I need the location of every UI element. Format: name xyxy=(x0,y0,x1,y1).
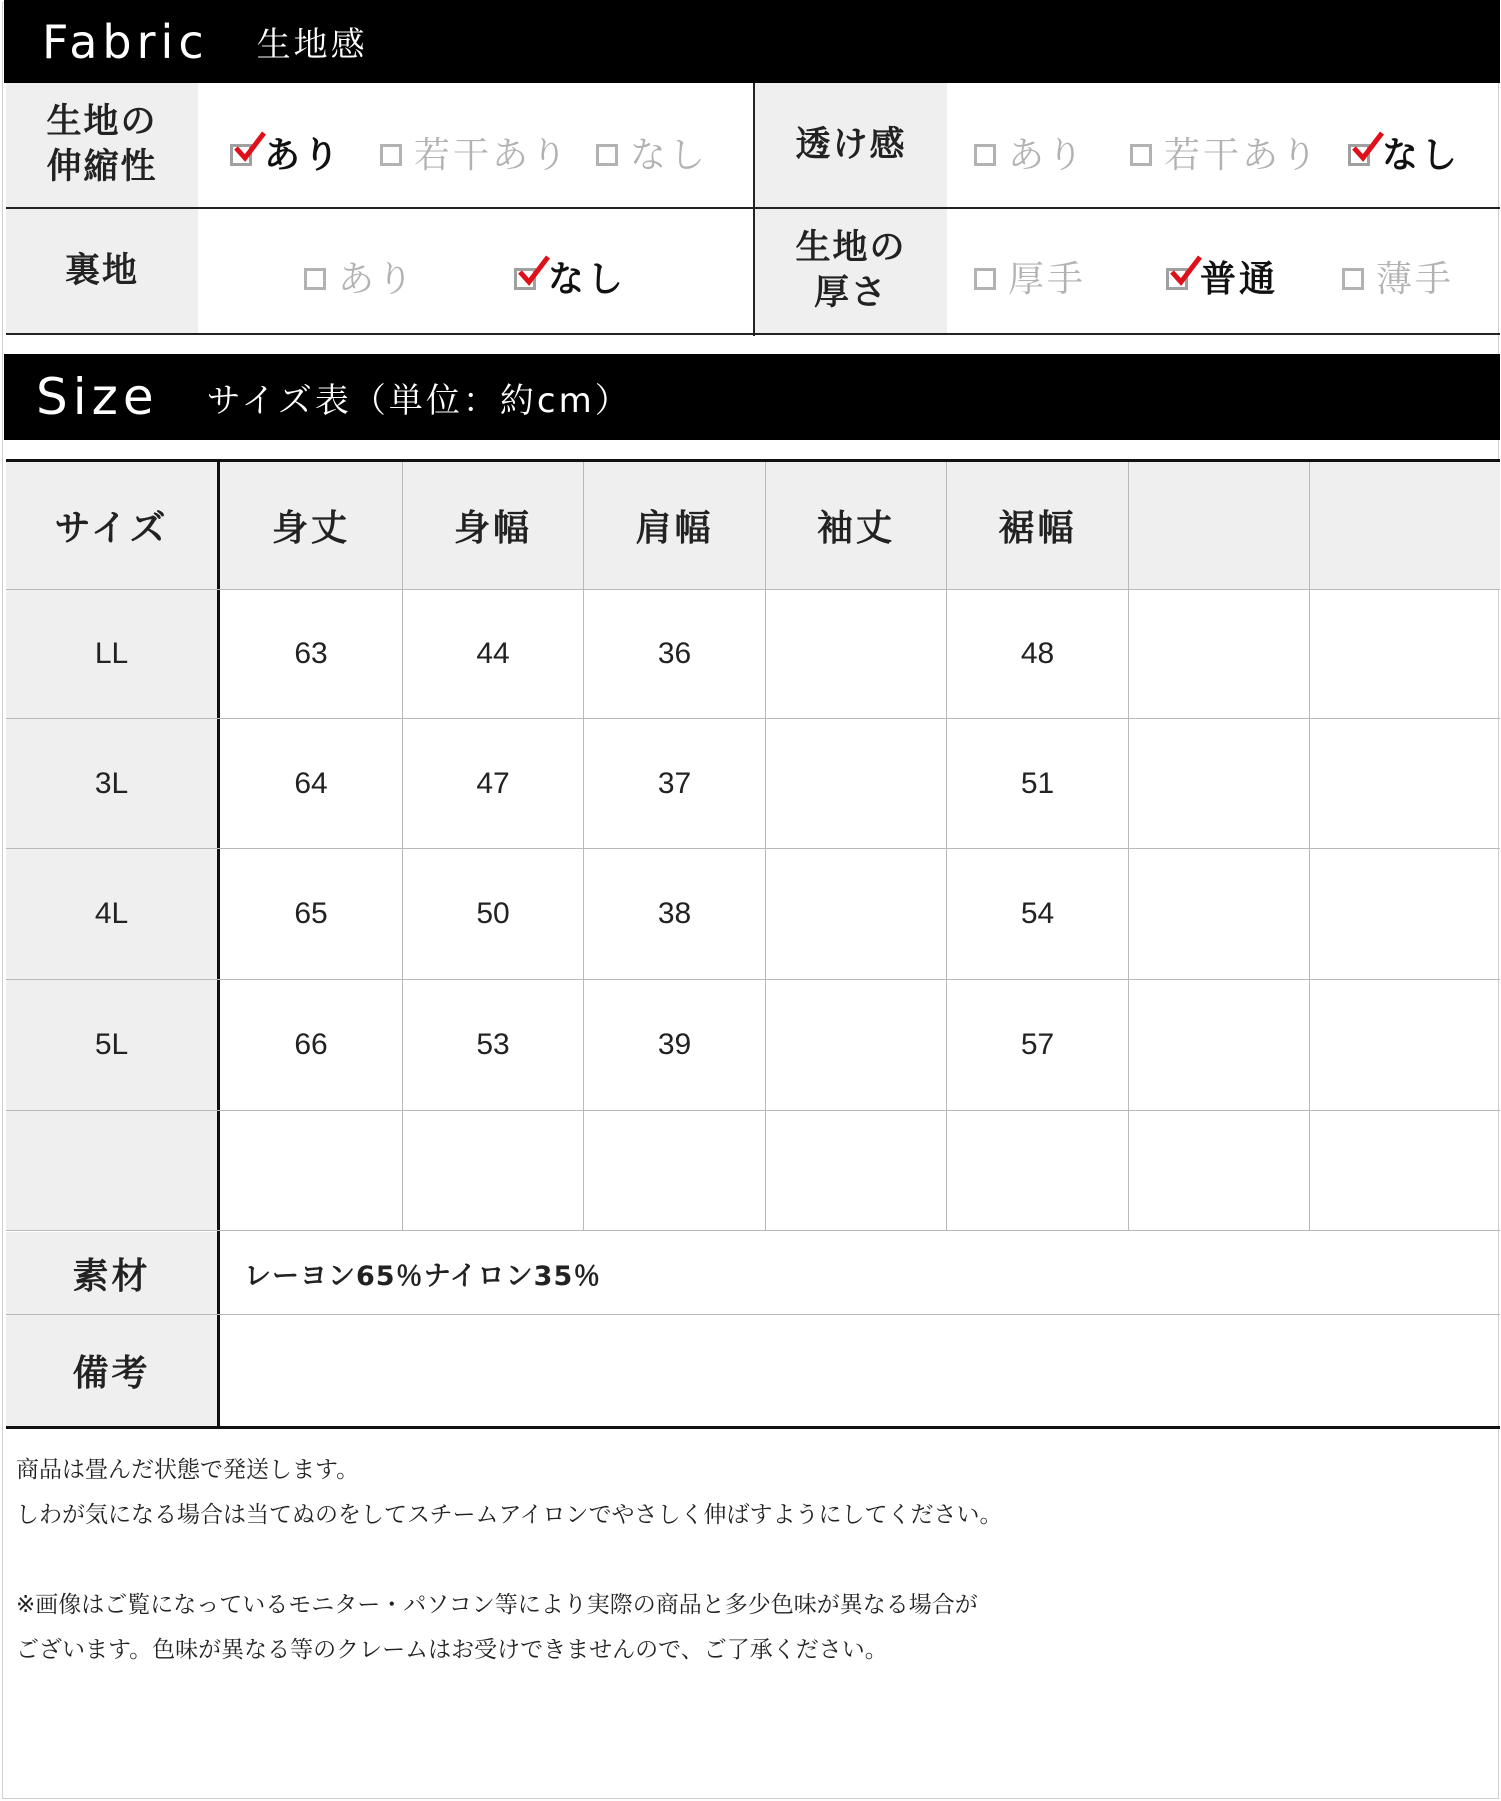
option-label: 若干あり xyxy=(414,135,571,176)
header-width: 身幅 xyxy=(403,462,583,589)
lining-option-yes[interactable] xyxy=(304,251,416,302)
measurement-cell xyxy=(766,849,946,979)
thickness-option-normal[interactable] xyxy=(1166,251,1278,302)
measurement-cell xyxy=(584,1111,765,1230)
measurement-cell xyxy=(766,719,946,848)
row-divider xyxy=(6,1110,1500,1111)
checkbox[interactable] xyxy=(304,268,326,290)
option-label: あり xyxy=(264,135,343,176)
measurement-cell xyxy=(947,1111,1128,1230)
sheer-option-yes[interactable] xyxy=(974,127,1086,178)
checkmark-icon xyxy=(517,255,551,289)
measurement-cell xyxy=(1310,1111,1499,1230)
fabric-title: Fabric xyxy=(42,14,209,69)
measurement-cell xyxy=(1310,980,1499,1110)
option-label: あり xyxy=(1008,135,1087,176)
option-label: なし xyxy=(1382,135,1461,176)
column-divider xyxy=(1309,462,1310,1231)
sheer-option-slight[interactable] xyxy=(1130,127,1320,178)
checkbox[interactable] xyxy=(1166,268,1188,290)
measurement-cell: 50 xyxy=(476,897,510,930)
thickness-label: 生地の 厚さ xyxy=(755,209,947,333)
stretch-option-slight[interactable] xyxy=(380,127,570,178)
size-label-cell: LL xyxy=(6,590,217,718)
column-divider xyxy=(1128,462,1129,1231)
measurement-cell xyxy=(766,1111,946,1230)
header-size: サイズ xyxy=(6,462,217,589)
measurement-cell xyxy=(1129,719,1309,848)
row-divider xyxy=(6,848,1500,849)
option-label: 若干あり xyxy=(1164,135,1321,176)
column-divider xyxy=(402,462,403,1231)
option-label: あり xyxy=(338,259,417,300)
checkbox[interactable] xyxy=(1130,144,1152,166)
checkbox[interactable] xyxy=(974,268,996,290)
measurement-cell: 39 xyxy=(657,1028,692,1061)
size-label-cell: 4L xyxy=(6,849,217,979)
stretch-option-yes[interactable] xyxy=(230,127,342,178)
checkmark-icon xyxy=(1169,255,1203,289)
column-divider xyxy=(583,462,584,1231)
size-header-bar xyxy=(4,354,1500,440)
measurement-cell: 66 xyxy=(294,1028,328,1061)
measurement-cell xyxy=(403,1111,583,1230)
row-divider xyxy=(6,979,1500,980)
measurement-cell xyxy=(1129,980,1309,1110)
header-length: 身丈 xyxy=(220,462,402,589)
measurement-cell: 54 xyxy=(1020,897,1055,930)
row-divider xyxy=(6,589,1500,590)
option-label: 薄手 xyxy=(1376,259,1455,300)
fabric-grid xyxy=(6,83,1500,336)
sheer-label: 透け感 xyxy=(755,83,947,207)
checkbox[interactable] xyxy=(596,144,618,166)
checkbox[interactable] xyxy=(514,268,536,290)
stretch-option-no[interactable] xyxy=(596,127,708,178)
measurement-cell xyxy=(1129,849,1309,979)
size-table xyxy=(6,459,1500,1429)
row-divider xyxy=(6,1314,1500,1315)
checkbox[interactable] xyxy=(1342,268,1364,290)
size-label-cell xyxy=(6,1111,217,1230)
checkmark-icon xyxy=(233,131,267,165)
lining-label: 裏地 xyxy=(6,209,198,333)
measurement-cell: 44 xyxy=(476,637,510,670)
size-title: Size xyxy=(36,368,159,426)
fabric-header-bar xyxy=(4,0,1500,83)
checkbox[interactable] xyxy=(380,144,402,166)
option-label: なし xyxy=(548,259,627,300)
measurement-cell: 57 xyxy=(1020,1028,1055,1061)
table-bottom-rule xyxy=(6,1426,1500,1429)
checkbox[interactable] xyxy=(230,144,252,166)
thickness-option-thick[interactable] xyxy=(974,251,1086,302)
measurement-cell xyxy=(766,590,946,718)
measurement-cell: 38 xyxy=(657,897,692,930)
column-divider xyxy=(765,462,766,1231)
measurement-cell: 64 xyxy=(294,766,328,800)
checkmark-icon xyxy=(1351,131,1385,165)
option-label: なし xyxy=(630,135,709,176)
shipping-notes: 商品は畳んだ状態で発送します。 しわが気になる場合は当てぬのをしてスチームアイロンでやさしく伸ばすようにしてください。 ※画像はご覧になっているモニター・パソコン等により実際の商品と多少色味が異なる場合が ございます。色味が異なる等のクレームはお受けできませんので、ご了承ください。 xyxy=(16,1457,1003,1663)
size-label-cell: 5L xyxy=(6,980,217,1110)
material-value: レーヨン65％ナイロン35％ xyxy=(244,1260,602,1292)
material-label: 素材 xyxy=(6,1232,217,1314)
measurement-cell xyxy=(1310,849,1499,979)
measurement-cell xyxy=(1129,1111,1309,1230)
lining-option-no[interactable] xyxy=(514,251,626,302)
option-label: 厚手 xyxy=(1008,259,1087,300)
checkbox[interactable] xyxy=(974,144,996,166)
measurement-cell: 48 xyxy=(1020,637,1055,670)
measurement-cell xyxy=(1310,590,1499,718)
thickness-option-thin[interactable] xyxy=(1342,251,1454,302)
checkbox[interactable] xyxy=(1348,144,1370,166)
header-hem: 裾幅 xyxy=(947,462,1128,589)
measurement-cell: 53 xyxy=(476,1028,510,1061)
header-sleeve: 袖丈 xyxy=(766,462,946,589)
option-label: 普通 xyxy=(1200,259,1279,300)
measurement-cell: 36 xyxy=(657,637,692,670)
header-shoulder: 肩幅 xyxy=(584,462,765,589)
size-label-cell: 3L xyxy=(6,719,217,848)
measurement-cell xyxy=(766,980,946,1110)
measurement-cell xyxy=(1129,590,1309,718)
measurement-cell xyxy=(1310,719,1499,848)
size-subtitle: サイズ表（単位：約cm） xyxy=(206,380,632,421)
measurement-cell: 63 xyxy=(294,637,328,670)
stretch-label: 生地の 伸縮性 xyxy=(6,83,198,207)
column-divider xyxy=(946,462,947,1231)
row-divider xyxy=(6,1230,1500,1231)
remarks-label: 備考 xyxy=(6,1315,217,1426)
measurement-cell: 65 xyxy=(294,897,328,930)
header-extra-1 xyxy=(1129,462,1309,589)
fabric-subtitle: 生地感 xyxy=(256,25,368,65)
measurement-cell xyxy=(220,1111,402,1230)
header-extra-2 xyxy=(1310,462,1500,589)
measurement-cell: 47 xyxy=(476,766,510,800)
row-divider xyxy=(6,718,1500,719)
measurement-cell: 51 xyxy=(1020,766,1055,800)
sheer-option-no[interactable] xyxy=(1348,127,1460,178)
measurement-cell: 37 xyxy=(657,766,692,800)
